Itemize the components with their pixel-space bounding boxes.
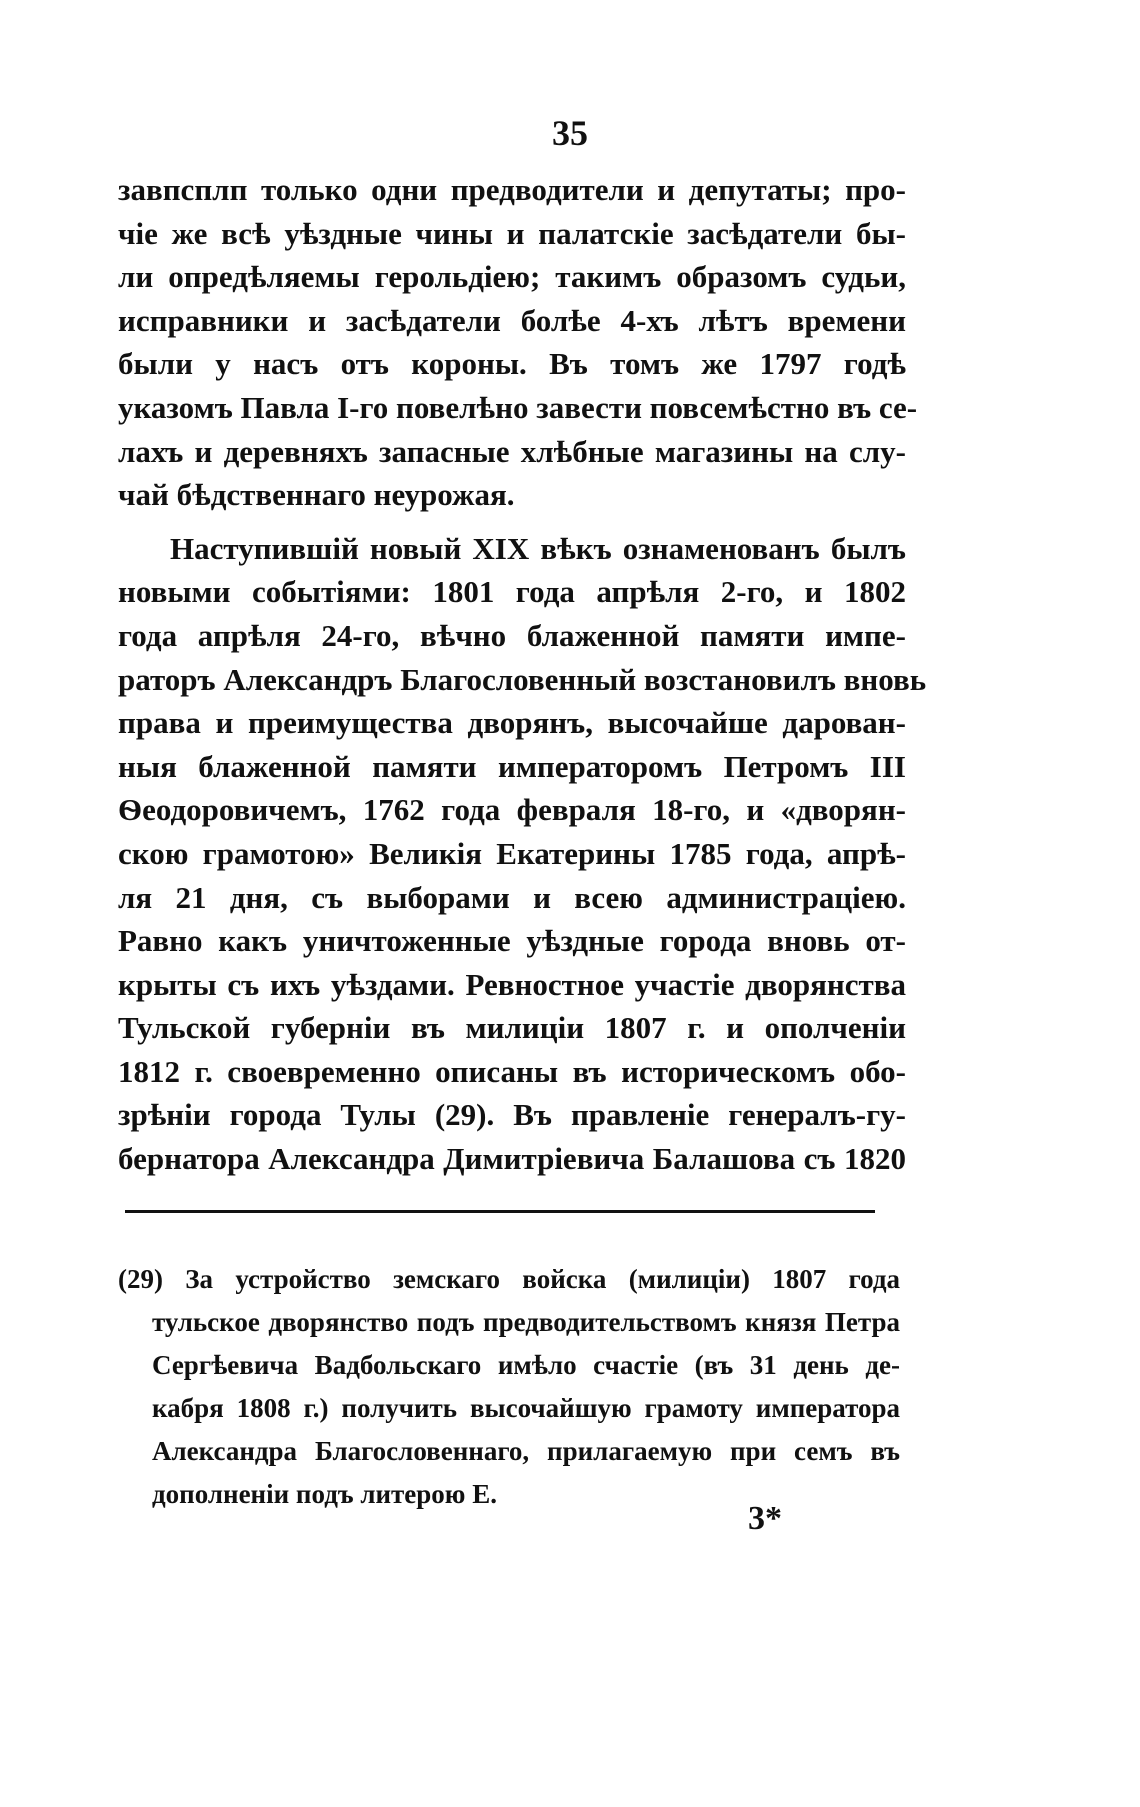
footnote-line: тульское дворянство подъ предводительствомъ князя Петра: [152, 1307, 900, 1337]
text-line: ли опредѣляемы герольдіею; такимъ образомъ судьи,: [118, 259, 906, 295]
text-line: чай бѣдственнаго неурожая.: [118, 477, 515, 513]
text-line: исправники и засѣдатели болѣе 4-хъ лѣтъ времени: [118, 302, 906, 338]
text-line: крыты съ ихъ уѣздами. Ревностное участіе дворянства: [118, 966, 906, 1002]
text-line: скою грамотою» Великія Екатерины 1785 года, апрѣ-: [118, 835, 906, 871]
page-number: 35: [552, 113, 588, 153]
footnote: [118, 1258, 900, 1516]
footnote-line: Сергѣевича Вадбольскаго имѣло счастіе (въ 31 день де-: [152, 1350, 900, 1380]
text-line: ля 21 дня, съ выборами и всею администраціею.: [118, 879, 906, 915]
text-line: чіе же всѣ уѣздные чины и палатскіе засѣдатели бы-: [118, 215, 906, 251]
text-line: были у насъ отъ короны. Въ томъ же 1797 годѣ: [118, 346, 906, 382]
main-text: [118, 168, 927, 1181]
text-line: Наступившій новый XIX вѣкъ ознаменованъ былъ: [170, 530, 906, 566]
text-line: бернатора Александра Димитріевича Балашова съ 1820: [118, 1141, 906, 1177]
text-line: Ѳеодоровичемъ, 1762 года февраля 18-го, и «дворян-: [118, 792, 906, 828]
text-line: года апрѣля 24-го, вѣчно блаженной памяти импе-: [118, 617, 906, 653]
signature-mark: 3*: [748, 1500, 782, 1537]
footnote-line: Александра Благословеннаго, прилагаемую при семъ въ: [152, 1436, 900, 1466]
text-line: раторъ Александръ Благословенный возстановилъ вновь: [118, 661, 927, 697]
footnote-line: кабря 1808 г.) получить высочайшую грамоту императора: [152, 1393, 900, 1423]
text-line: 1812 г. своевременно описаны въ историческомъ обо-: [118, 1053, 906, 1089]
text-line: права и преимущества дворянъ, высочайше дарован-: [118, 705, 906, 741]
text-line: завпсплп только одни предводители и депутаты; про-: [118, 172, 906, 207]
text-line: новыми событіями: 1801 года апрѣля 2-го, и 1802: [118, 574, 906, 610]
text-line: ныя блаженной памяти императоромъ Петромъ III: [118, 748, 906, 784]
text-line: лахъ и деревняхъ запасные хлѣбные магазины на слу-: [118, 433, 906, 469]
footnote-divider: [125, 1210, 875, 1213]
paragraph-gap: [118, 517, 906, 527]
text-line: Равно какъ уничтоженные уѣздные города вновь от-: [118, 923, 906, 959]
footnote-line: дополненіи подъ литерою Е.: [152, 1479, 497, 1509]
text-line: Тульской губерніи въ милиціи 1807 г. и ополченіи: [118, 1010, 906, 1046]
footnote-line: (29) За устройство земскаго войска (милиціи) 1807 года: [118, 1264, 900, 1294]
text-line: зрѣніи города Тулы (29). Въ правленіе генералъ-гу-: [118, 1097, 906, 1133]
text-line: указомъ Павла I-го повелѣно завести повсемѣстно въ се-: [118, 389, 918, 425]
